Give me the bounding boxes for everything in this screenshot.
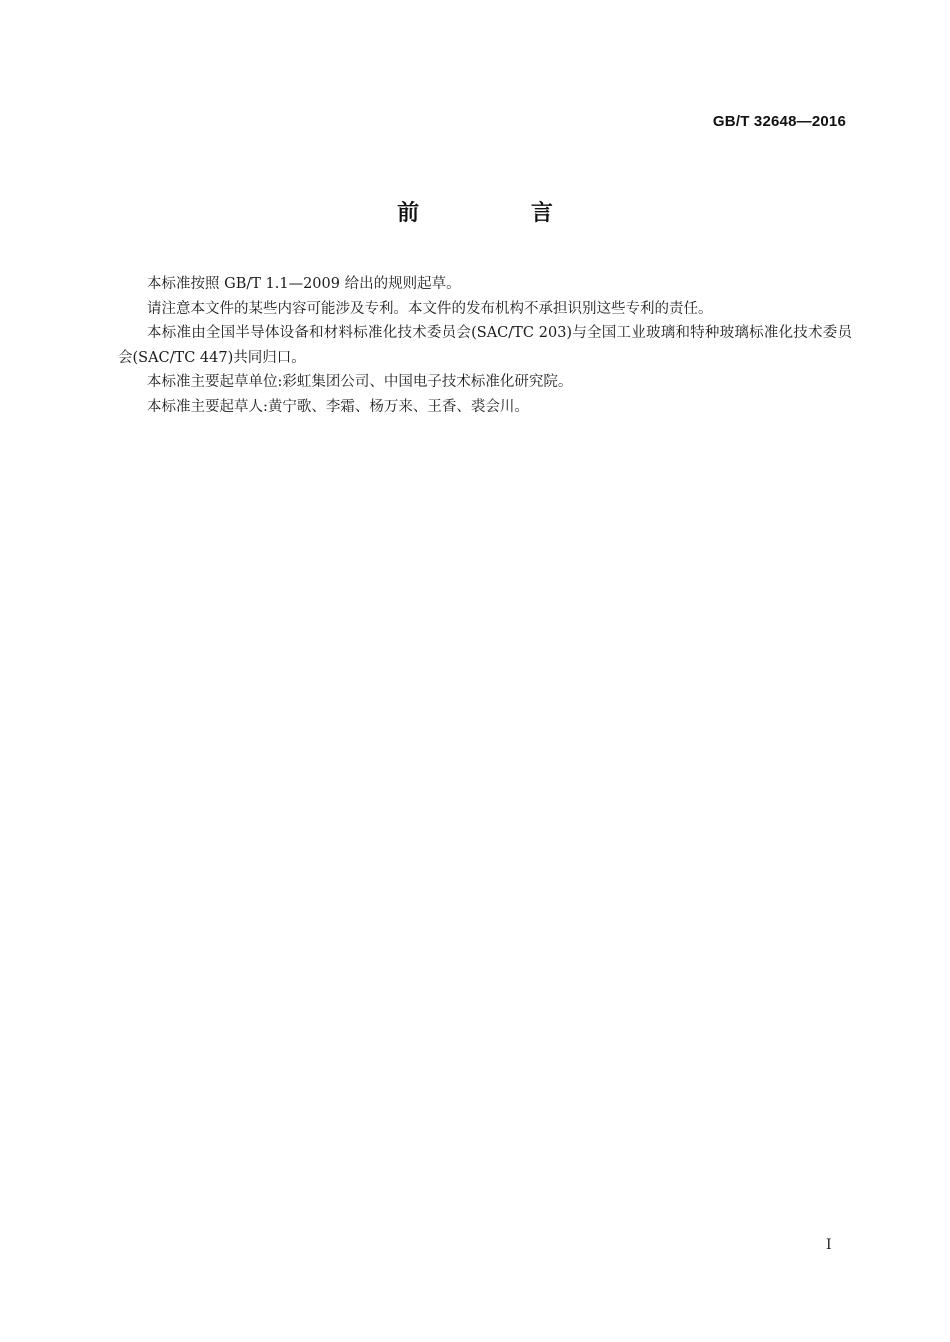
page-title: 前 言 (397, 201, 605, 226)
page-number: I (826, 1237, 832, 1253)
paragraph-drafters: 本标准主要起草人:黄宁歌、李霜、杨万来、王香、裘会川。 (147, 398, 529, 415)
foreword-body (118, 272, 852, 419)
paragraph-drafting-rules: 本标准按照 GB/T 1.1—2009 给出的规则起草。 (147, 276, 461, 292)
paragraph-patent-notice: 请注意本文件的某些内容可能涉及专利。本文件的发布机构不承担识别这些专利的责任。 (147, 300, 713, 317)
paragraph-drafting-organizations: 本标准主要起草单位:彩虹集团公司、中国电子技术标准化研究院。 (147, 374, 573, 390)
paragraph-responsible-committee: 本标准由全国半导体设备和材料标准化技术委员会(SAC/TC 203)与全国工业玻璃和特种玻璃标准化技术委员会(SAC/TC 447)共同归口。 (118, 325, 852, 366)
standard-code: GB/T 32648—2016 (712, 113, 846, 130)
